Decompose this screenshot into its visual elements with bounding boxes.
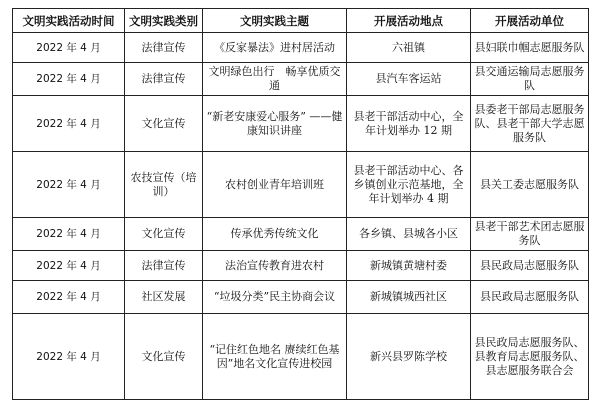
cell-category: 法律宣传 xyxy=(125,63,203,96)
cell-category: 法律宣传 xyxy=(125,33,203,63)
cell-topic: 《反家暴法》进村居活动 xyxy=(203,33,347,63)
table-row xyxy=(13,33,589,63)
table-row xyxy=(13,96,589,152)
cell-time: 2022 年 4 月 xyxy=(13,281,125,314)
table-row xyxy=(13,63,589,96)
table-row xyxy=(13,281,589,314)
cell-unit: 县民政局志愿服务队 xyxy=(471,281,589,314)
cell-time: 2022 年 4 月 xyxy=(13,314,125,400)
table-row xyxy=(13,152,589,218)
table-header-row xyxy=(13,9,589,33)
header-unit: 开展活动单位 xyxy=(471,9,589,33)
cell-unit: 县妇联巾帼志愿服务队 xyxy=(471,33,589,63)
cell-place: 新城镇城西社区 xyxy=(347,281,471,314)
cell-place: 县老干部活动中心、各乡镇创业示范基地，全年计划举办 4 期 xyxy=(347,152,471,218)
cell-unit: 县民政局志愿服务队、县教育局志愿服务队、县志愿服务联合会 xyxy=(471,314,589,400)
header-place: 开展活动地点 xyxy=(347,9,471,33)
cell-unit: 县交通运输局志愿服务队 xyxy=(471,63,589,96)
cell-unit: 县委老干部局志愿服务队、县老干部大学志愿服务队 xyxy=(471,96,589,152)
header-topic: 文明实践主题 xyxy=(203,9,347,33)
header-category: 文明实践类别 xyxy=(125,9,203,33)
cell-time: 2022 年 4 月 xyxy=(13,152,125,218)
cell-place: 县老干部活动中心，全年计划举办 12 期 xyxy=(347,96,471,152)
cell-unit: 县关工委志愿服务队 xyxy=(471,152,589,218)
cell-place: 新城镇黄塘村委 xyxy=(347,251,471,281)
cell-time: 2022 年 4 月 xyxy=(13,63,125,96)
cell-place: 新兴县罗陈学校 xyxy=(347,314,471,400)
cell-category: 文化宣传 xyxy=(125,96,203,152)
cell-topic: 传承优秀传统文化 xyxy=(203,218,347,251)
cell-time: 2022 年 4 月 xyxy=(13,251,125,281)
header-time: 文明实践活动时间 xyxy=(13,9,125,33)
cell-time: 2022 年 4 月 xyxy=(13,218,125,251)
cell-time: 2022 年 4 月 xyxy=(13,33,125,63)
table-row xyxy=(13,251,589,281)
cell-topic: “新老安康爱心服务” ——健康知识讲座 xyxy=(203,96,347,152)
cell-topic: 法治宣传教育进农村 xyxy=(203,251,347,281)
cell-category: 文化宣传 xyxy=(125,314,203,400)
cell-category: 社区发展 xyxy=(125,281,203,314)
cell-place: 六祖镇 xyxy=(347,33,471,63)
table-row xyxy=(13,314,589,400)
cell-topic: “记住红色地名 赓续红色基因”地名文化宣传进校园 xyxy=(203,314,347,400)
cell-unit: 县民政局志愿服务队 xyxy=(471,251,589,281)
cell-place: 各乡镇、县城各小区 xyxy=(347,218,471,251)
cell-category: 文化宣传 xyxy=(125,218,203,251)
table-row xyxy=(13,218,589,251)
cell-topic: 农村创业青年培训班 xyxy=(203,152,347,218)
cell-topic: 文明绿色出行 畅享优质交通 xyxy=(203,63,347,96)
document-page xyxy=(12,8,588,400)
cell-unit: 县老干部艺术团志愿服务队 xyxy=(471,218,589,251)
cell-place: 县汽车客运站 xyxy=(347,63,471,96)
cell-category: 农技宣传（培训） xyxy=(125,152,203,218)
activity-table xyxy=(12,8,589,400)
cell-topic: “垃圾分类”民主协商会议 xyxy=(203,281,347,314)
cell-category: 法律宣传 xyxy=(125,251,203,281)
cell-time: 2022 年 4 月 xyxy=(13,96,125,152)
